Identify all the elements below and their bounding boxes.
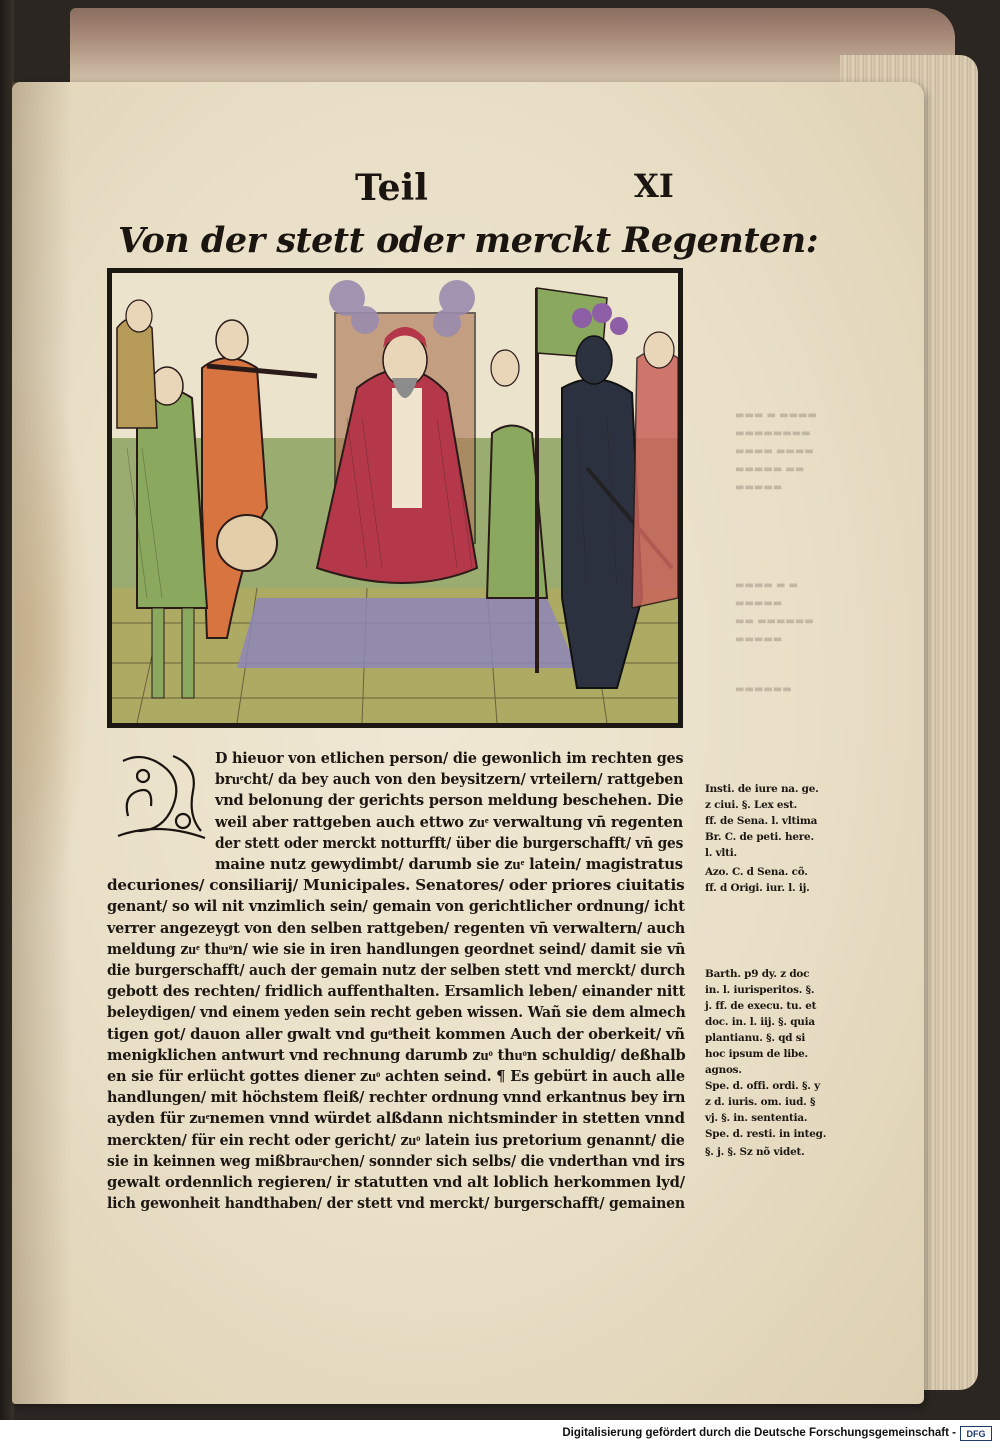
margin-note: Spe. d. resti. in integ. (705, 1128, 827, 1140)
body-text-line: die burgerschafft/ auch der gemain nutz der selben stett vnd merckt/ durch (107, 962, 686, 979)
margin-note: ff. de Sena. l. vltima (705, 815, 818, 827)
bleed-through-text: ▬▬▬▬▬ (735, 634, 783, 645)
elder-head (644, 332, 674, 368)
bleed-through-text: ▬▬▬▬▬ ▬▬ (735, 464, 805, 475)
decorated-initial (113, 746, 211, 846)
body-text-line: meldung zuͤ thuͦn/ wie sie in iren handlungen geordnet seind/ damit sie vn̄ (107, 940, 686, 958)
bleed-through-text: ▬▬▬▬▬▬ (735, 684, 792, 695)
footer-bar (0, 1420, 1000, 1449)
trumpeter-head (126, 300, 152, 332)
page-stain (14, 360, 94, 920)
woodcut-illustration (107, 268, 683, 728)
margin-note: Br. C. de peti. here. (705, 831, 814, 843)
margin-note: agnos. (705, 1064, 742, 1076)
body-text-line: verrer angezeygt von den selben rattgeben/ regenten vn̄ verwaltern/ auch (107, 919, 686, 937)
margin-note: j. ff. de execu. tu. et (705, 1000, 817, 1012)
drum (217, 515, 277, 571)
body-text-line: maine nutz gewydimbt/ darumb sie zuͤ latein/ magistratus (215, 856, 683, 873)
chapter-title: Von der stett oder merckt Regenten: (118, 220, 819, 261)
margin-note: plantianu. §. qd si (705, 1032, 806, 1044)
green-figure-leg (152, 608, 164, 698)
margin-note: in. l. iurisperitos. §. (705, 984, 815, 996)
margin-note: ff. d Origi. iur. l. ij. (705, 882, 810, 894)
folio-number: XI (634, 167, 674, 205)
body-text-line: merckten/ für ein recht oder gericht/ zuͦ latein ius pretorium genannt/ die (107, 1131, 685, 1149)
dfg-logo: DFG (960, 1426, 992, 1441)
running-head: Teil (355, 167, 428, 209)
elder-figure (632, 351, 678, 609)
body-text-line: handlungen/ mit höchstem fleiß/ rechter ordnung vnnd erkantnus bey irn (107, 1089, 686, 1107)
body-text-line: ayden für zuͤnemen vnnd würdet alßdann nichtsminder in stetten vnnd (107, 1110, 685, 1128)
body-text-line: der stett oder merckt notturfft/ über die burgerschafft/ vn̄ ges (215, 834, 684, 852)
piper-head (216, 320, 248, 360)
bleed-through-text: ▬▬▬▬▬▬▬▬ (735, 428, 811, 439)
margin-note: hoc ipsum de libe. (705, 1048, 808, 1060)
body-text-line: tigen got/ dauon aller gwalt vnd guͦtheit kommen Auch der oberkeit/ vñ (107, 1025, 685, 1043)
green-figure-leg (182, 608, 194, 698)
body-text-line: weil aber rattgeben auch ettwo zuͤ verwaltung vn̄ regenten (215, 813, 684, 831)
margin-note: Insti. de iure na. ge. (705, 783, 819, 795)
margin-note: doc. in. l. iij. §. quia (705, 1016, 815, 1028)
body-text-line: vnd belonung der gerichts person meldung beschehen. Die (215, 792, 684, 810)
standard-bearer-head (491, 350, 519, 386)
body-text-line: sie in keinnen weg mißbrauͤchen/ sonnder sich selbs/ die vnderthan vnd irs (107, 1152, 685, 1170)
body-text-line: D hieuor von etlichen person/ die gewonlich im rechten ges (215, 750, 684, 767)
margin-note: Barth. p9 dy. z doc (705, 968, 810, 980)
margin-note: Spe. d. offi. ordi. §. y (705, 1080, 820, 1092)
bleed-through-text: ▬▬▬▬▬ (735, 598, 783, 609)
king-collar (392, 388, 422, 508)
funding-credit: Digitalisierung gefördert durch die Deutsche Forschungsgemeinschaft - (562, 1427, 956, 1439)
bleed-through-text: ▬▬▬▬ ▬ ▬ (735, 580, 799, 591)
bleed-through-text: ▬▬▬▬▬ (735, 482, 783, 493)
margin-note: z d. iuris. om. iud. § (705, 1096, 816, 1108)
body-text-line: beleydigen/ vnd einem yeden sein recht geben wissen. Wañ sie dem almech (107, 1004, 686, 1022)
body-text-line: gebott des rechten/ fridlich auffenthalten. Ersamlich leben/ einander nitt (107, 983, 686, 1001)
margin-note: Azo. C. d Sena. cõ. (705, 866, 808, 878)
trumpeter-figure (117, 318, 157, 428)
margin-note: §. j. §. Sz nõ videt. (705, 1146, 805, 1158)
bleed-through-text: ▬▬▬▬ ▬▬▬▬ (735, 446, 814, 457)
body-text-line: lich gewonheit handthaben/ der stett vnd merckt/ burgerschafft/ gemainen (107, 1195, 685, 1213)
body-text-line: menigklichen antwurt vnd rechnung darumb zuͦ thuͦn schuldig/ deßhalb (107, 1046, 686, 1064)
body-text-line: bruͤcht/ da bey auch von den beysitzern/ vrteilern/ rattgeben (215, 771, 684, 789)
body-text-line: genant/ so wil nit vnzimlich sein/ gemain von gerichtlicher ordnung/ icht (107, 898, 685, 916)
margin-note: l. vlti. (705, 847, 737, 859)
knight-helmet (576, 336, 612, 384)
armored-knight (562, 379, 642, 688)
margin-note: vj. §. in. sententia. (705, 1112, 808, 1124)
throne-dais (237, 598, 577, 668)
body-text-line: en sie für erlücht gottes diener zuͦ achten seind. ¶ Es gebürt in auch alle (107, 1068, 685, 1085)
bleed-through-text: ▬▬▬ ▬ ▬▬▬▬ (735, 410, 817, 421)
body-text-line: decuriones/ consiliarij/ Municipales. Senatores/ oder priores ciuitatis (107, 877, 685, 895)
body-text-line: gewalt ordennlich regieren/ ir statutten vnd alt loblich herkommen lyd/ (107, 1174, 685, 1191)
bleed-through-text: ▬▬ ▬▬▬▬▬▬ (735, 616, 814, 627)
margin-note: z ciui. §. Lex est. (705, 799, 798, 811)
